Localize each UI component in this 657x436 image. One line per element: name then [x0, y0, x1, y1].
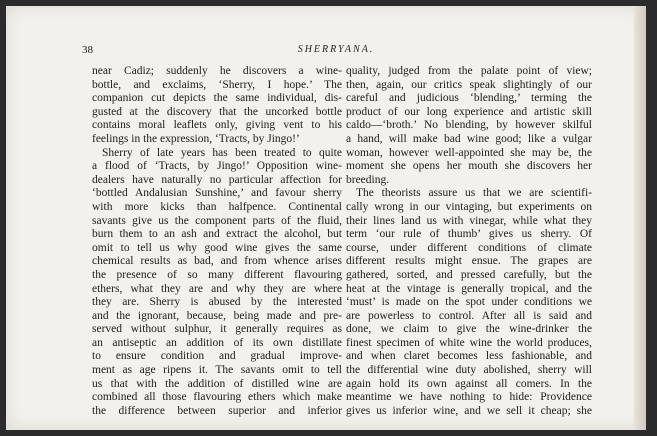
right-text-column: [346, 65, 592, 418]
text-line: a flood of ‘Tracts, by Jingo!’ Opposition wine-: [92, 160, 342, 173]
text-line: breeding.: [346, 173, 390, 186]
text-line: burn them to an ash and extract the alcohol, but: [92, 228, 342, 241]
text-line: moment she opens her mouth she discovers her: [346, 160, 592, 173]
text-line: contains moral leaflets only, giving vent to his: [92, 119, 342, 132]
text-line: different results might ensue. The grapes are: [346, 255, 592, 268]
text-line: ment as age ripens it. The savants omit to tell: [92, 364, 342, 377]
text-line: finest specimen of white wine the world produces,: [346, 336, 592, 349]
book-page: [6, 6, 646, 430]
text-line: meantime we have nothing to hide: Providence: [346, 391, 592, 404]
text-line: course, under different conditions of climate: [346, 241, 592, 254]
text-line: woman, however well-appointed she may be, the: [346, 146, 592, 159]
text-line: and when claret becomes less fashionable, and: [346, 350, 592, 363]
text-line: product of our long experience and artistic skill: [346, 105, 592, 118]
text-line: Sherry of late years has been treated to quite: [102, 146, 342, 159]
text-line: omit to tell us why good wine gives the same: [92, 241, 342, 254]
text-line: ‘must’ is made on the spot under conditions we: [346, 296, 592, 309]
text-line: they are. Sherry is abused by the interested: [92, 296, 342, 309]
running-title: SHERRYANA.: [297, 44, 375, 55]
text-line: again hold its own against all comers. In the: [346, 377, 592, 390]
page-header: [82, 44, 590, 58]
text-line: near Cadiz; suddenly he discovers a wine-: [92, 65, 342, 77]
text-line: then, again, our critics speak slightingly of our: [346, 78, 592, 91]
text-line: chemical results as bad, and from whence arises: [92, 255, 342, 268]
text-line: us that with the addition of distilled wine are: [92, 377, 342, 390]
text-line: and the ignorant, because, being made and pre-: [92, 309, 342, 322]
text-line: the difference between superior and inferior: [92, 404, 342, 417]
text-line: savants give us the component parts of the fluid,: [92, 214, 342, 227]
text-line: combined all those flavouring ethers which make: [92, 391, 342, 404]
text-line: The theorists assure us that we are scientifi-: [356, 187, 592, 200]
text-line: the presence of so many different flavouring: [92, 268, 342, 281]
text-line: done, we claim to give the wine-drinker the: [346, 323, 592, 336]
text-line: caldo—‘broth.’ No blending, by however skilful: [346, 119, 592, 132]
text-line: an antiseptic an addition of its own distillate: [92, 336, 342, 349]
text-line: are powerless to control. After all is said and: [346, 309, 592, 322]
text-line: a hand, will make bad wine good; like a vulgar: [346, 132, 592, 145]
text-line: dealers have naturally no particular affection for: [92, 173, 342, 186]
text-line: with more kicks than halfpence. Continental: [92, 200, 342, 213]
text-line: gusted at the discovery that the uncorked bottle: [92, 105, 342, 118]
text-line: served without sulphur, it generally requires as: [92, 323, 342, 336]
text-line: careful and judicious ‘blending,’ terming the: [346, 92, 592, 105]
page-number: 38: [82, 44, 93, 56]
text-line: cally wrong in our vintaging, but experiments on: [346, 200, 592, 213]
text-line: ‘bottled Andalusian Sunshine,’ and favour sherry: [92, 187, 342, 200]
left-text-column: [92, 65, 342, 418]
text-line: the differential wine duty abolished, sherry will: [346, 364, 592, 377]
text-line: feelings in the expression, ‘Tracts, by Jingo!’: [92, 132, 300, 145]
text-line: ethers, what they are and why they are where: [92, 282, 342, 295]
text-line: quality, judged from the palate point of view;: [346, 65, 592, 77]
text-line: gathered, sorted, and pressed carefully, but the: [346, 268, 592, 281]
text-line: gives us inferior wine, and we sell it cheap; she: [346, 404, 592, 417]
text-line: term ‘our rule of thumb’ gives us sherry. Of: [346, 228, 592, 241]
text-line: their lines land us with vinegar, while what they: [346, 214, 592, 227]
page-edge-shadow: [634, 6, 646, 430]
text-line: bottle, and exclaims, ‘Sherry, I hope.’ The: [92, 78, 342, 91]
text-line: to ensure condition and gradual improve-: [92, 350, 342, 363]
text-line: heat at the vintage is generally tropical, and the: [346, 282, 592, 295]
text-line: companion cut depicts the same individual, dis-: [92, 92, 342, 105]
